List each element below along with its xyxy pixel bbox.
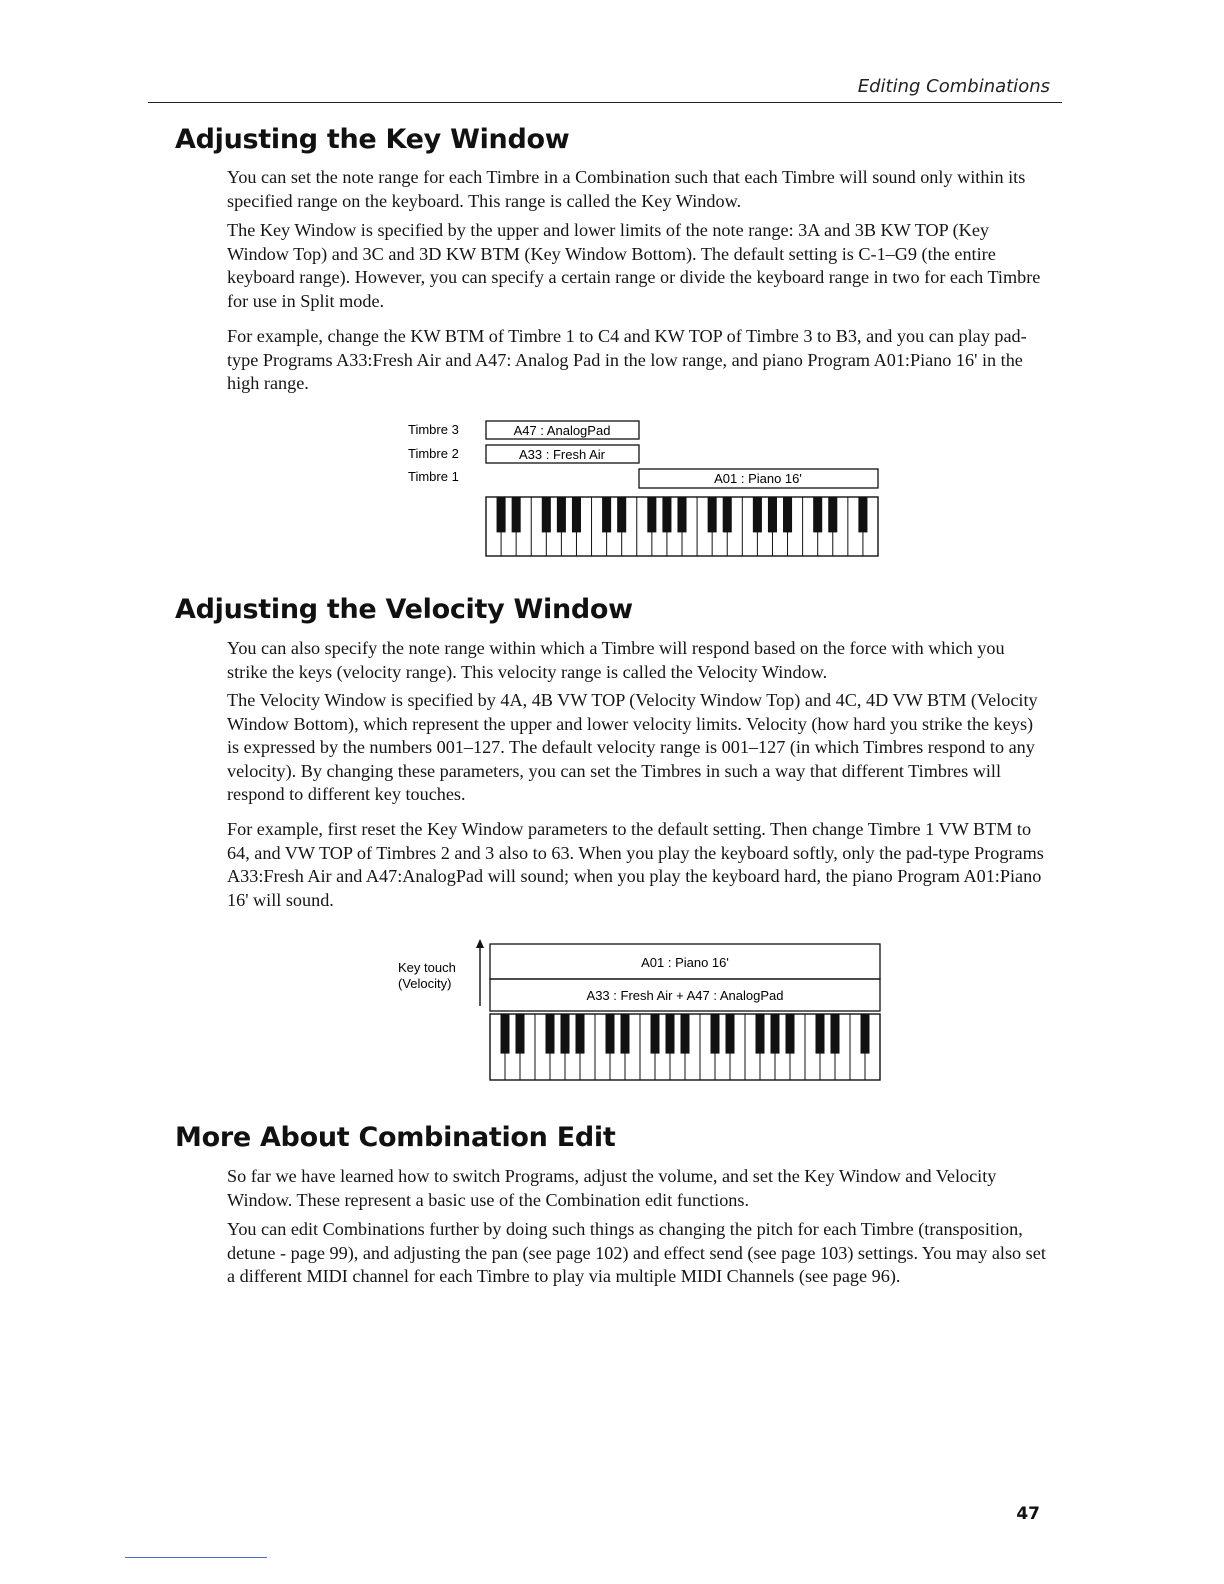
black-key xyxy=(572,497,581,532)
black-key xyxy=(726,1014,735,1054)
black-key xyxy=(576,1014,585,1054)
black-key xyxy=(561,1014,570,1054)
timbre-2-label: Timbre 2 xyxy=(408,446,459,461)
lower-band-program: A33 : Fresh Air + A47 : AnalogPad xyxy=(586,988,784,1003)
black-key xyxy=(858,497,867,532)
key-window-diagram xyxy=(400,414,890,564)
black-key xyxy=(816,1014,825,1054)
timbre-1-program: A01 : Piano 16' xyxy=(714,471,802,486)
heading-more-about: More About Combination Edit xyxy=(175,1122,616,1153)
black-key xyxy=(606,1014,615,1054)
black-key xyxy=(602,497,611,532)
black-key xyxy=(557,497,566,532)
black-key xyxy=(831,1014,840,1054)
black-key xyxy=(786,1014,795,1054)
black-key xyxy=(756,1014,765,1054)
paragraph: So far we have learned how to switch Programs, adjust the volume, and set the Key Window and Velocity Window. These represent a basic use of the Combination edit functions. xyxy=(227,1166,997,1210)
heading-velocity-window: Adjusting the Velocity Window xyxy=(175,594,633,625)
black-key xyxy=(828,497,837,532)
black-key xyxy=(666,1014,675,1054)
paragraph: You can also specify the note range within which a Timbre will respond based on the force with which you strike the keys (velocity range). This velocity range is called the Velocity Window. xyxy=(227,638,1005,682)
black-key xyxy=(708,497,717,532)
black-key xyxy=(753,497,762,532)
black-key xyxy=(677,497,686,532)
black-key xyxy=(861,1014,870,1054)
axis-label-velocity: (Velocity) xyxy=(398,976,452,991)
running-header: Editing Combinations xyxy=(857,76,1050,97)
black-key xyxy=(501,1014,510,1054)
black-key xyxy=(647,497,656,532)
black-key xyxy=(621,1014,630,1054)
paragraph: The Velocity Window is specified by 4A, 4B VW TOP (Velocity Window Top) and 4C, 4D VW BTM (Velocity Window Bottom), which represent the upper and lower velocity limits. Velocity (how hard you strike the keys) is expressed by the numbers 001–127. The default velocity range is 001–127 (in which Timbres respond to any velocity). By changing these parameters, you can set the Timbres in such a way that different Timbres will respond to different key touches. xyxy=(227,690,1038,804)
timbre-3-program: A47 : AnalogPad xyxy=(513,423,611,438)
arrow-head-icon xyxy=(476,939,484,948)
black-key xyxy=(662,497,671,532)
keyboard xyxy=(490,1014,880,1080)
black-key xyxy=(516,1014,525,1054)
paragraph: You can set the note range for each Timbre in a Combination such that each Timbre will sound only within its specified range on the keyboard. This range is called the Key Window. xyxy=(227,167,1026,211)
keyboard xyxy=(486,497,878,556)
black-key xyxy=(813,497,822,532)
black-key xyxy=(542,497,551,532)
paragraph: For example, first reset the Key Window parameters to the default setting. Then change Timbre 1 VW BTM to 64, and VW TOP of Timbres 2 and 3 also to 63. When you play the keyboard softly, only the pad-type Programs A33:Fresh Air and A47:AnalogPad will sound; when you play the keyboard hard, the piano Program A01:Piano 16' will sound. xyxy=(227,819,1044,910)
black-key xyxy=(512,497,521,532)
paragraph: The Key Window is specified by the upper and lower limits of the note range: 3A and 3B KW TOP (Key Window Top) and 3C and 3D KW BTM (Key Window Bottom). The default setting is C-1–G9 (the entire keyboard range). However, you can specify a certain range or divide the keyboard range in two for each Timbre for use in Split mode. xyxy=(227,220,1041,311)
black-key xyxy=(768,497,777,532)
black-key xyxy=(651,1014,660,1054)
header-rule xyxy=(148,102,1062,103)
footer-rule xyxy=(125,1557,267,1558)
timbre-2-program: A33 : Fresh Air xyxy=(519,447,605,462)
upper-band-program: A01 : Piano 16' xyxy=(641,955,729,970)
black-key xyxy=(497,497,506,532)
axis-label-key-touch: Key touch xyxy=(398,960,456,975)
paragraph: For example, change the KW BTM of Timbre 1 to C4 and KW TOP of Timbre 3 to B3, and you can play pad-type Programs A33:Fresh Air and A47: Analog Pad in the low range, and piano Program A01:Piano 16' in the high range. xyxy=(227,326,1027,393)
black-key xyxy=(783,497,792,532)
black-key xyxy=(681,1014,690,1054)
heading-key-window: Adjusting the Key Window xyxy=(175,124,570,155)
paragraph: You can edit Combinations further by doing such things as changing the pitch for each Timbre (transposition, detune - page 99), and adjusting the pan (see page 102) and effect send (see page 103) settings. You may also set a different MIDI channel for each Timbre to play via multiple MIDI Channels (see page 96). xyxy=(227,1219,1046,1286)
page-number: 47 xyxy=(1016,1504,1040,1524)
black-key xyxy=(617,497,626,532)
black-key xyxy=(723,497,732,532)
timbre-1-label: Timbre 1 xyxy=(408,469,459,484)
black-key xyxy=(546,1014,555,1054)
timbre-3-label: Timbre 3 xyxy=(408,422,459,437)
black-key xyxy=(771,1014,780,1054)
black-key xyxy=(711,1014,720,1054)
velocity-window-diagram xyxy=(392,936,892,1086)
